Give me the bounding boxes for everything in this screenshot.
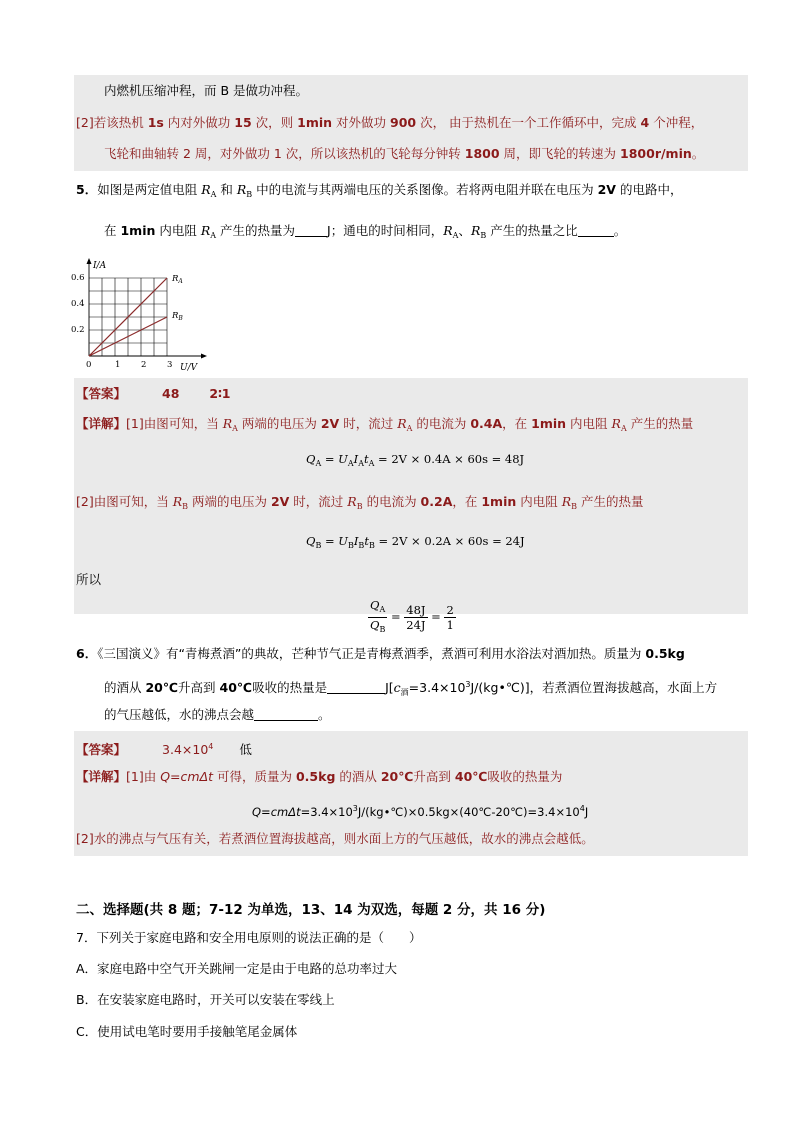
answer-6-line: 【答案】 $3.4\times 10^4$ 低: [76, 742, 252, 757]
answer-blank: [327, 681, 385, 694]
prev-answer-line-3: 飞轮和曲轴转 2 周，对外做功 1 次，所以该热机的飞轮每分钟转 1800 周，即飞轮的转速为 1800r/min。: [104, 146, 705, 161]
y-tick-0.4: 0.4: [71, 299, 85, 309]
x-axis-label: U/V: [180, 363, 198, 373]
question-6-line-1: 6．《三国演义》有“青梅煮酒”的典故，芒种节气正是青梅煮酒季，煮酒可利用水浴法对酒加热。质量为 0.5kg: [76, 646, 685, 661]
x-tick-2: 2: [141, 360, 147, 370]
y-axis-label: I/A: [93, 261, 107, 271]
answer-blank: [254, 708, 318, 721]
x-tick-1: 1: [115, 360, 121, 370]
line-rb-label: $R_B$: [172, 311, 183, 322]
answer-5-line: 【答案】 48 2∶1: [76, 386, 231, 401]
line-ra-label: $R_A$: [172, 274, 183, 285]
option-b: B．在安装家庭电路时，开关可以安装在零线上: [76, 992, 335, 1007]
prev-answer-line-1: 内燃机压缩冲程，而 B 是做功冲程。: [104, 83, 309, 98]
y-tick-0.2: 0.2: [71, 325, 85, 335]
x-axis-arrow: [201, 354, 207, 359]
x-tick-3: 3: [167, 360, 173, 370]
answer-5-so: 所以: [76, 572, 102, 587]
answer-5-detail-1: 【详解】[1]由图可知，当 $R_A$ 两端的电压为 2V 时，流过 $R_A$ 的电流为 0.4A，在 1min 内电阻 $R_A$ 产生的热量: [76, 416, 694, 433]
answer-5-detail-2: [2]由图可知，当 $R_B$ 两端的电压为 2V 时，流过 $R_B$ 的电流为 0.2A，在 1min 内电阻 $R_B$ 产生的热量: [76, 494, 644, 511]
answer-blank: [578, 224, 614, 237]
section-2-title: 二、选择题(共 8 题；7-12 为单选，13、14 为双选，每题 2 分，共 16 分): [76, 902, 546, 918]
answer-6-equation: $Q=cm\Delta t=3.4\times 10^3J/(kg•℃)\times 0.5kg\times(40℃-20℃)=3.4\times 10^4J$: [252, 804, 589, 819]
question-5-line-2: 在 1min 内电阻 $R_A$ 产生的热量为 J；通电的时间相同，$R_A$、$R_B$ 产生的热量之比 。: [104, 223, 627, 240]
question-6-line-2: 的酒从 20℃升高到 40℃吸收的热量是 $J[c_酒=3.4\times 10^3J/(kg•℃)]$，若煮酒位置海拔越高，水面上方: [104, 680, 718, 697]
answer-6-detail-2: [2]水的沸点与气压有关，若煮酒位置海拔越高，则水面上方的气压越低，故水的沸点会越低。: [76, 831, 594, 846]
question-6-line-3: 的气压越低，水的沸点会越 。: [104, 707, 331, 722]
question-5-line-1: 5．如图是两定值电阻 $R_A$ 和 $R_B$ 中的电流与其两端电压的关系图像。若将两电阻并联在电压为 2V 的电路中，: [76, 182, 683, 199]
answer-blank: [295, 224, 327, 237]
current-voltage-graph: [66, 256, 216, 376]
x-tick-0: 0: [86, 360, 92, 370]
equation-qa: $Q_A = U_AI_At_A = 2V \times 0.4A \times 60s = 48J$: [306, 452, 525, 468]
equation-ratio: $\frac{Q_A}{Q_B}$ = $\frac{48J}{24J}$ = $\frac{2}{1}$: [370, 598, 454, 634]
y-axis-arrow: [87, 258, 92, 264]
answer-6-detail-1: 【详解】[1]由 Q=cmΔt 可得，质量为 0.5kg 的酒从 20℃升高到 40℃吸收的热量为: [76, 769, 563, 784]
option-c: C．使用试电笔时要用手接触笔尾金属体: [76, 1024, 298, 1039]
question-7: 7．下列关于家庭电路和安全用电原则的说法正确的是（ ）: [76, 930, 422, 945]
prev-answer-line-2: [2]若该热机 1s 内对外做功 15 次，则 1min 对外做功 900 次， 由于热机在一个工作循环中，完成 4 个冲程，: [76, 115, 704, 130]
equation-qb: $Q_B = U_BI_Bt_B = 2V \times 0.2A \times 60s = 24J$: [306, 534, 525, 550]
y-tick-0.6: 0.6: [71, 273, 85, 283]
option-a: A．家庭电路中空气开关跳闸一定是由于电路的总功率过大: [76, 961, 398, 976]
